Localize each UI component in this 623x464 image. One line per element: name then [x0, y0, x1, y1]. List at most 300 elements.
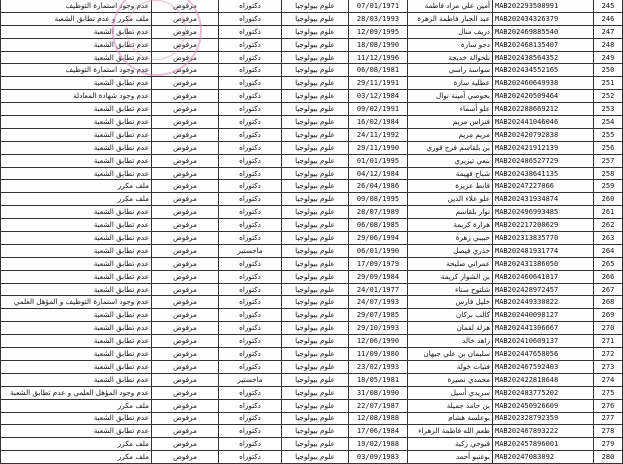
birth-date-cell: 06/08/1981: [349, 64, 408, 77]
decision-cell: مرفوض: [152, 425, 219, 438]
decision-cell: مرفوض: [152, 206, 219, 219]
decision-cell: مرفوض: [152, 257, 219, 270]
degree-cell: دكتوراه: [219, 399, 282, 412]
registration-code-cell: MAB202313835770: [493, 232, 594, 245]
degree-cell: دكتوراه: [219, 283, 282, 296]
table-row: [1, 232, 623, 245]
degree-cell: دكتوراه: [219, 154, 282, 167]
degree-cell: دكتوراه: [219, 296, 282, 309]
specialty-cell: علوم بيولوجيا: [282, 180, 349, 193]
decision-cell: مرفوض: [152, 399, 219, 412]
table-row: [1, 116, 623, 129]
table-row: [1, 270, 623, 283]
row-number-cell: 261: [594, 206, 623, 219]
rejection-reason-cell: عدم تطابق الشعبة: [1, 128, 152, 141]
table-row: [1, 167, 623, 180]
degree-cell: دكتوراه: [219, 12, 282, 25]
applicant-name-cell: طعم الله فاطمة الزهراء: [408, 425, 493, 438]
applicant-name-cell: بنعي تيزيري: [408, 154, 493, 167]
specialty-cell: علوم بيولوجيا: [282, 38, 349, 51]
table-row: [1, 348, 623, 361]
applicants-table-body: [1, 0, 623, 464]
degree-cell: دكتوراه: [219, 451, 282, 464]
degree-cell: دكتوراه: [219, 270, 282, 283]
row-number-cell: 271: [594, 335, 623, 348]
applicant-name-cell: بوعلسة هشام: [408, 412, 493, 425]
row-number-cell: 252: [594, 90, 623, 103]
degree-cell: دكتوراه: [219, 0, 282, 12]
row-number-cell: 250: [594, 64, 623, 77]
rejection-reason-cell: عدم وجود استمارة التوظيف: [1, 64, 152, 77]
degree-cell: دكتوراه: [219, 309, 282, 322]
decision-cell: مرفوض: [152, 322, 219, 335]
row-number-cell: 266: [594, 270, 623, 283]
specialty-cell: علوم بيولوجيا: [282, 425, 349, 438]
degree-cell: دكتوراه: [219, 412, 282, 425]
table-row: [1, 128, 623, 141]
specialty-cell: علوم بيولوجيا: [282, 348, 349, 361]
applicant-name-cell: زاهد خالد: [408, 335, 493, 348]
rejection-reason-cell: عدم تطابق الشعبة: [1, 25, 152, 38]
specialty-cell: علوم بيولوجيا: [282, 12, 349, 25]
birth-date-cell: 03/12/1984: [349, 90, 408, 103]
row-number-cell: 245: [594, 0, 623, 12]
registration-code-cell: MAB20247227066: [493, 180, 594, 193]
decision-cell: مرفوض: [152, 77, 219, 90]
birth-date-cell: 12/08/1988: [349, 412, 408, 425]
decision-cell: مرفوض: [152, 25, 219, 38]
table-row: [1, 12, 623, 25]
birth-date-cell: 11/09/1980: [349, 348, 408, 361]
registration-code-cell: MAB202441306667: [493, 322, 594, 335]
birth-date-cell: 17/06/1984: [349, 425, 408, 438]
rejection-reason-cell: ملف مكرر: [1, 438, 152, 451]
registration-code-cell: MAB202460641817: [493, 270, 594, 283]
rejection-reason-cell: عدم تطابق الشعبة: [1, 283, 152, 296]
degree-cell: ماجستير: [219, 373, 282, 386]
decision-cell: مرفوض: [152, 386, 219, 399]
degree-cell: دكتوراه: [219, 38, 282, 51]
specialty-cell: علوم بيولوجيا: [282, 244, 349, 257]
specialty-cell: علوم بيولوجيا: [282, 296, 349, 309]
registration-code-cell: MAB202434326379: [493, 12, 594, 25]
specialty-cell: علوم بيولوجيا: [282, 128, 349, 141]
row-number-cell: 270: [594, 322, 623, 335]
birth-date-cell: 29/11/1991: [349, 77, 408, 90]
rejection-reason-cell: عدم تطابق الشعبة: [1, 348, 152, 361]
specialty-cell: علوم بيولوجيا: [282, 283, 349, 296]
applicant-name-cell: مريم مريم: [408, 128, 493, 141]
birth-date-cell: 12/06/1990: [349, 335, 408, 348]
degree-cell: دكتوراه: [219, 438, 282, 451]
decision-cell: مرفوض: [152, 38, 219, 51]
specialty-cell: علوم بيولوجيا: [282, 270, 349, 283]
birth-date-cell: 18/08/1990: [349, 38, 408, 51]
row-number-cell: 267: [594, 283, 623, 296]
decision-cell: مرفوض: [152, 128, 219, 141]
specialty-cell: علوم بيولوجيا: [282, 103, 349, 116]
specialty-cell: علوم بيولوجيا: [282, 116, 349, 129]
row-number-cell: 275: [594, 386, 623, 399]
decision-cell: مرفوض: [152, 51, 219, 64]
registration-code-cell: MAB202460649938: [493, 77, 594, 90]
row-number-cell: 274: [594, 373, 623, 386]
specialty-cell: علوم بيولوجيا: [282, 309, 349, 322]
degree-cell: دكتوراه: [219, 90, 282, 103]
decision-cell: مرفوض: [152, 64, 219, 77]
row-number-cell: 277: [594, 412, 623, 425]
registration-code-cell: MAB202481931774: [493, 244, 594, 257]
specialty-cell: علوم بيولوجيا: [282, 77, 349, 90]
row-number-cell: 262: [594, 219, 623, 232]
registration-code-cell: MAB202420509464: [493, 90, 594, 103]
specialty-cell: علوم بيولوجيا: [282, 373, 349, 386]
specialty-cell: علوم بيولوجيا: [282, 438, 349, 451]
registration-code-cell: MAB202450926609: [493, 399, 594, 412]
rejection-reason-cell: عدم تطابق الشعبة: [1, 51, 152, 64]
decision-cell: مرفوض: [152, 12, 219, 25]
decision-cell: مرفوض: [152, 373, 219, 386]
degree-cell: دكتوراه: [219, 193, 282, 206]
rejection-reason-cell: ملف مكرر: [1, 399, 152, 412]
table-row: [1, 64, 623, 77]
specialty-cell: علوم بيولوجيا: [282, 322, 349, 335]
applicant-name-cell: محمدي نصيرة: [408, 373, 493, 386]
decision-cell: مرفوض: [152, 438, 219, 451]
decision-cell: مرفوض: [152, 335, 219, 348]
birth-date-cell: 29/11/1990: [349, 141, 408, 154]
rejection-reason-cell: عدم تطابق الشعبة: [1, 206, 152, 219]
table-row: [1, 154, 623, 167]
specialty-cell: علوم بيولوجيا: [282, 257, 349, 270]
registration-code-cell: MAB202467592403: [493, 360, 594, 373]
birth-date-cell: 24/01/1977: [349, 283, 408, 296]
rejection-reason-cell: عدم تطابق الشعبة: [1, 232, 152, 245]
registration-code-cell: MAB202288669212: [493, 103, 594, 116]
row-number-cell: 253: [594, 103, 623, 116]
specialty-cell: علوم بيولوجيا: [282, 335, 349, 348]
table-row: [1, 77, 623, 90]
decision-cell: مرفوض: [152, 103, 219, 116]
registration-code-cell: MAB202434552165: [493, 64, 594, 77]
row-number-cell: 247: [594, 25, 623, 38]
table-row: [1, 399, 623, 412]
birth-date-cell: 18/05/1981: [349, 373, 408, 386]
rejection-reason-cell: ملف مكرر: [1, 193, 152, 206]
row-number-cell: 248: [594, 38, 623, 51]
applicant-name-cell: بحوصي آمينة نوال: [408, 90, 493, 103]
birth-date-cell: 24/07/1993: [349, 296, 408, 309]
table-row: [1, 335, 623, 348]
registration-code-cell: MAB202483775202: [493, 386, 594, 399]
applicant-name-cell: علو أسماء: [408, 103, 493, 116]
applicant-name-cell: بن حامد جميلة: [408, 399, 493, 412]
table-row: [1, 25, 623, 38]
birth-date-cell: 24/11/1992: [349, 128, 408, 141]
table-row: [1, 296, 623, 309]
birth-date-cell: 28/03/1993: [349, 12, 408, 25]
degree-cell: دكتوراه: [219, 335, 282, 348]
registration-code-cell: MAB202447658056: [493, 348, 594, 361]
specialty-cell: علوم بيولوجيا: [282, 90, 349, 103]
registration-code-cell: MAB202468135407: [493, 38, 594, 51]
rejection-reason-cell: ملف مكرر: [1, 180, 152, 193]
specialty-cell: علوم بيولوجيا: [282, 412, 349, 425]
birth-date-cell: 12/09/1995: [349, 25, 408, 38]
table-row: [1, 103, 623, 116]
table-row: [1, 38, 623, 51]
registration-code-cell: MAB202441046046: [493, 116, 594, 129]
decision-cell: مرفوض: [152, 360, 219, 373]
rejection-reason-cell: عدم تطابق الشعبة: [1, 154, 152, 167]
decision-cell: مرفوض: [152, 412, 219, 425]
birth-date-cell: 28/07/1989: [349, 206, 408, 219]
birth-date-cell: 07/01/1971: [349, 0, 408, 12]
specialty-cell: علوم بيولوجيا: [282, 51, 349, 64]
applicant-name-cell: قبوجي زكية: [408, 438, 493, 451]
row-number-cell: 280: [594, 451, 623, 464]
applicant-name-cell: فتيات خولة: [408, 360, 493, 373]
rejection-reason-cell: عدم تطابق الشعبة: [1, 257, 152, 270]
applicant-name-cell: خليل فارس: [408, 296, 493, 309]
specialty-cell: علوم بيولوجيا: [282, 154, 349, 167]
applicant-name-cell: بن بلقاسم فرح قوري: [408, 141, 493, 154]
registration-code-cell: MAB202496993485: [493, 206, 594, 219]
applicant-name-cell: نوار بلقاسم: [408, 206, 493, 219]
rejection-reason-cell: عدم وجود استمارة التوظيف و المؤهل العلمي: [1, 296, 152, 309]
row-number-cell: 269: [594, 309, 623, 322]
rejection-reason-cell: عدم وجود استمارة التوظيف: [1, 0, 152, 12]
birth-date-cell: 09/08/1995: [349, 193, 408, 206]
specialty-cell: علوم بيولوجيا: [282, 0, 349, 12]
registration-code-cell: MAB202438641135: [493, 167, 594, 180]
table-row: [1, 90, 623, 103]
applicant-name-cell: سواسة راسي: [408, 64, 493, 77]
decision-cell: مرفوض: [152, 0, 219, 12]
decision-cell: مرفوض: [152, 193, 219, 206]
table-row: [1, 51, 623, 64]
row-number-cell: 260: [594, 193, 623, 206]
degree-cell: دكتوراه: [219, 103, 282, 116]
registration-code-cell: MAB202410609137: [493, 335, 594, 348]
table-row: [1, 425, 623, 438]
registration-code-cell: MAB202217200629: [493, 219, 594, 232]
degree-cell: دكتوراه: [219, 206, 282, 219]
decision-cell: مرفوض: [152, 296, 219, 309]
specialty-cell: علوم بيولوجيا: [282, 141, 349, 154]
applicant-name-cell: حبيبي زهرة: [408, 232, 493, 245]
table-row: [1, 386, 623, 399]
degree-cell: دكتوراه: [219, 360, 282, 373]
specialty-cell: علوم بيولوجيا: [282, 399, 349, 412]
rejection-reason-cell: عدم تطابق الشعبة: [1, 373, 152, 386]
applicant-name-cell: هزلة لقمان: [408, 322, 493, 335]
registration-code-cell: MAB202328792359: [493, 412, 594, 425]
registration-code-cell: MAB202469885540: [493, 25, 594, 38]
table-row: [1, 206, 623, 219]
specialty-cell: علوم بيولوجيا: [282, 386, 349, 399]
birth-date-cell: 11/12/1996: [349, 51, 408, 64]
decision-cell: مرفوض: [152, 167, 219, 180]
birth-date-cell: 03/09/1983: [349, 451, 408, 464]
decision-cell: مرفوض: [152, 348, 219, 361]
rejection-reason-cell: عدم تطابق الشعبة: [1, 116, 152, 129]
registration-code-cell: MAB202293500991: [493, 0, 594, 12]
degree-cell: دكتوراه: [219, 116, 282, 129]
table-row: [1, 373, 623, 386]
decision-cell: مرفوض: [152, 283, 219, 296]
row-number-cell: 276: [594, 399, 623, 412]
table-row: [1, 180, 623, 193]
decision-cell: مرفوض: [152, 270, 219, 283]
decision-cell: مرفوض: [152, 232, 219, 245]
decision-cell: مرفوض: [152, 141, 219, 154]
rejection-reason-cell: عدم تطابق الشعبة: [1, 360, 152, 373]
row-number-cell: 259: [594, 180, 623, 193]
registration-code-cell: MAB202440098127: [493, 309, 594, 322]
registration-code-cell: MAB202457896001: [493, 438, 594, 451]
table-row: [1, 0, 623, 12]
specialty-cell: علوم بيولوجيا: [282, 219, 349, 232]
birth-date-cell: 22/07/1987: [349, 399, 408, 412]
rejection-reason-cell: عدم تطابق الشعبة: [1, 309, 152, 322]
birth-date-cell: 04/12/1984: [349, 167, 408, 180]
rejection-reason-cell: عدم وجود المؤهل العلمي و عدم تطابق الشعبة: [1, 386, 152, 399]
row-number-cell: 268: [594, 296, 623, 309]
degree-cell: دكتوراه: [219, 128, 282, 141]
row-number-cell: 279: [594, 438, 623, 451]
degree-cell: دكتوراه: [219, 425, 282, 438]
decision-cell: مرفوض: [152, 219, 219, 232]
row-number-cell: 263: [594, 232, 623, 245]
registration-code-cell: MAB202431934874: [493, 193, 594, 206]
decision-cell: مرفوض: [152, 309, 219, 322]
rejection-reason-cell: عدم وجود شهادة المعادلة: [1, 90, 152, 103]
registration-code-cell: MAB202422818648: [493, 373, 594, 386]
applicant-name-cell: كالب بركان: [408, 309, 493, 322]
decision-cell: مرفوض: [152, 90, 219, 103]
rejection-reason-cell: عدم تطابق الشعبة: [1, 77, 152, 90]
row-number-cell: 257: [594, 154, 623, 167]
specialty-cell: علوم بيولوجيا: [282, 64, 349, 77]
registration-code-cell: MAB202467893222: [493, 425, 594, 438]
table-row: [1, 219, 623, 232]
applicant-name-cell: بلحوالة خديجة: [408, 51, 493, 64]
decision-cell: مرفوض: [152, 180, 219, 193]
specialty-cell: علوم بيولوجيا: [282, 25, 349, 38]
row-number-cell: 249: [594, 51, 623, 64]
row-number-cell: 256: [594, 141, 623, 154]
registration-code-cell: MAB202420792838: [493, 128, 594, 141]
rejection-reason-cell: عدم تطابق الشعبة: [1, 103, 152, 116]
applicant-name-cell: شلتوح سناء: [408, 283, 493, 296]
rejection-reason-cell: عدم تطابق الشعبة: [1, 270, 152, 283]
registration-code-cell: MAB202486527729: [493, 154, 594, 167]
applicant-name-cell: بن الشوار كريمة: [408, 270, 493, 283]
registration-code-cell: MAB20247083092: [493, 451, 594, 464]
rejection-reason-cell: عدم تطابق الشعبة: [1, 322, 152, 335]
applicant-name-cell: بوغنبو أحمد: [408, 451, 493, 464]
rejection-reason-cell: ملف مكرر: [1, 451, 152, 464]
birth-date-cell: 29/10/1993: [349, 322, 408, 335]
specialty-cell: علوم بيولوجيا: [282, 232, 349, 245]
rejection-reason-cell: عدم تطابق الشعبة: [1, 412, 152, 425]
row-number-cell: 264: [594, 244, 623, 257]
table-row: [1, 257, 623, 270]
applicant-name-cell: أمين علي مراد فاطمة: [408, 0, 493, 12]
degree-cell: دكتوراه: [219, 77, 282, 90]
table-row: [1, 283, 623, 296]
registration-code-cell: MAB202421912139: [493, 141, 594, 154]
table-row: [1, 141, 623, 154]
table-row: [1, 451, 623, 464]
rejection-reason-cell: عدم تطابق الشعبة: [1, 141, 152, 154]
specialty-cell: علوم بيولوجيا: [282, 193, 349, 206]
row-number-cell: 258: [594, 167, 623, 180]
applicant-name-cell: قانط عزيزة: [408, 180, 493, 193]
birth-date-cell: 31/08/1990: [349, 386, 408, 399]
applicant-name-cell: عطلية سارة: [408, 77, 493, 90]
specialty-cell: علوم بيولوجيا: [282, 167, 349, 180]
birth-date-cell: 09/02/1991: [349, 103, 408, 116]
applicant-name-cell: سريدي أسيل: [408, 386, 493, 399]
table-row: [1, 244, 623, 257]
birth-date-cell: 17/09/1979: [349, 257, 408, 270]
birth-date-cell: 29/06/1994: [349, 232, 408, 245]
table-row: [1, 360, 623, 373]
degree-cell: ماجستير: [219, 244, 282, 257]
rejection-reason-cell: عدم تطابق الشعبة: [1, 38, 152, 51]
birth-date-cell: 01/01/1995: [349, 154, 408, 167]
degree-cell: دكتوراه: [219, 322, 282, 335]
applicant-name-cell: هرارة كريمة: [408, 219, 493, 232]
decision-cell: مرفوض: [152, 154, 219, 167]
table-row: [1, 438, 623, 451]
row-number-cell: 251: [594, 77, 623, 90]
degree-cell: دكتوراه: [219, 51, 282, 64]
applicant-name-cell: عمراني صليحة: [408, 257, 493, 270]
decision-cell: مرفوض: [152, 451, 219, 464]
rejection-reason-cell: عدم تطابق الشعبة: [1, 244, 152, 257]
birth-date-cell: 06/01/1990: [349, 244, 408, 257]
applicant-name-cell: خذري فيصل: [408, 244, 493, 257]
applicant-name-cell: شباح فهيمة: [408, 167, 493, 180]
decision-cell: مرفوض: [152, 116, 219, 129]
decision-cell: مرفوض: [152, 244, 219, 257]
row-number-cell: 255: [594, 128, 623, 141]
degree-cell: دكتوراه: [219, 180, 282, 193]
degree-cell: دكتوراه: [219, 167, 282, 180]
degree-cell: دكتوراه: [219, 386, 282, 399]
rejection-reason-cell: ملف مكرر و عدم تطابق الشعبة: [1, 12, 152, 25]
specialty-cell: علوم بيولوجيا: [282, 451, 349, 464]
applicant-name-cell: علو علاء الدين: [408, 193, 493, 206]
birth-date-cell: 06/08/1985: [349, 219, 408, 232]
row-number-cell: 246: [594, 12, 623, 25]
applicant-name-cell: دريف منال: [408, 25, 493, 38]
row-number-cell: 273: [594, 360, 623, 373]
applicant-name-cell: فنزاس مريم: [408, 116, 493, 129]
specialty-cell: علوم بيولوجيا: [282, 360, 349, 373]
row-number-cell: 278: [594, 425, 623, 438]
birth-date-cell: 26/04/1986: [349, 180, 408, 193]
degree-cell: دكتوراه: [219, 348, 282, 361]
registration-code-cell: MAB202431386050: [493, 257, 594, 270]
rejection-reason-cell: عدم تطابق الشعبة: [1, 167, 152, 180]
registration-code-cell: MAB202438564352: [493, 51, 594, 64]
table-row: [1, 322, 623, 335]
table-row: [1, 412, 623, 425]
